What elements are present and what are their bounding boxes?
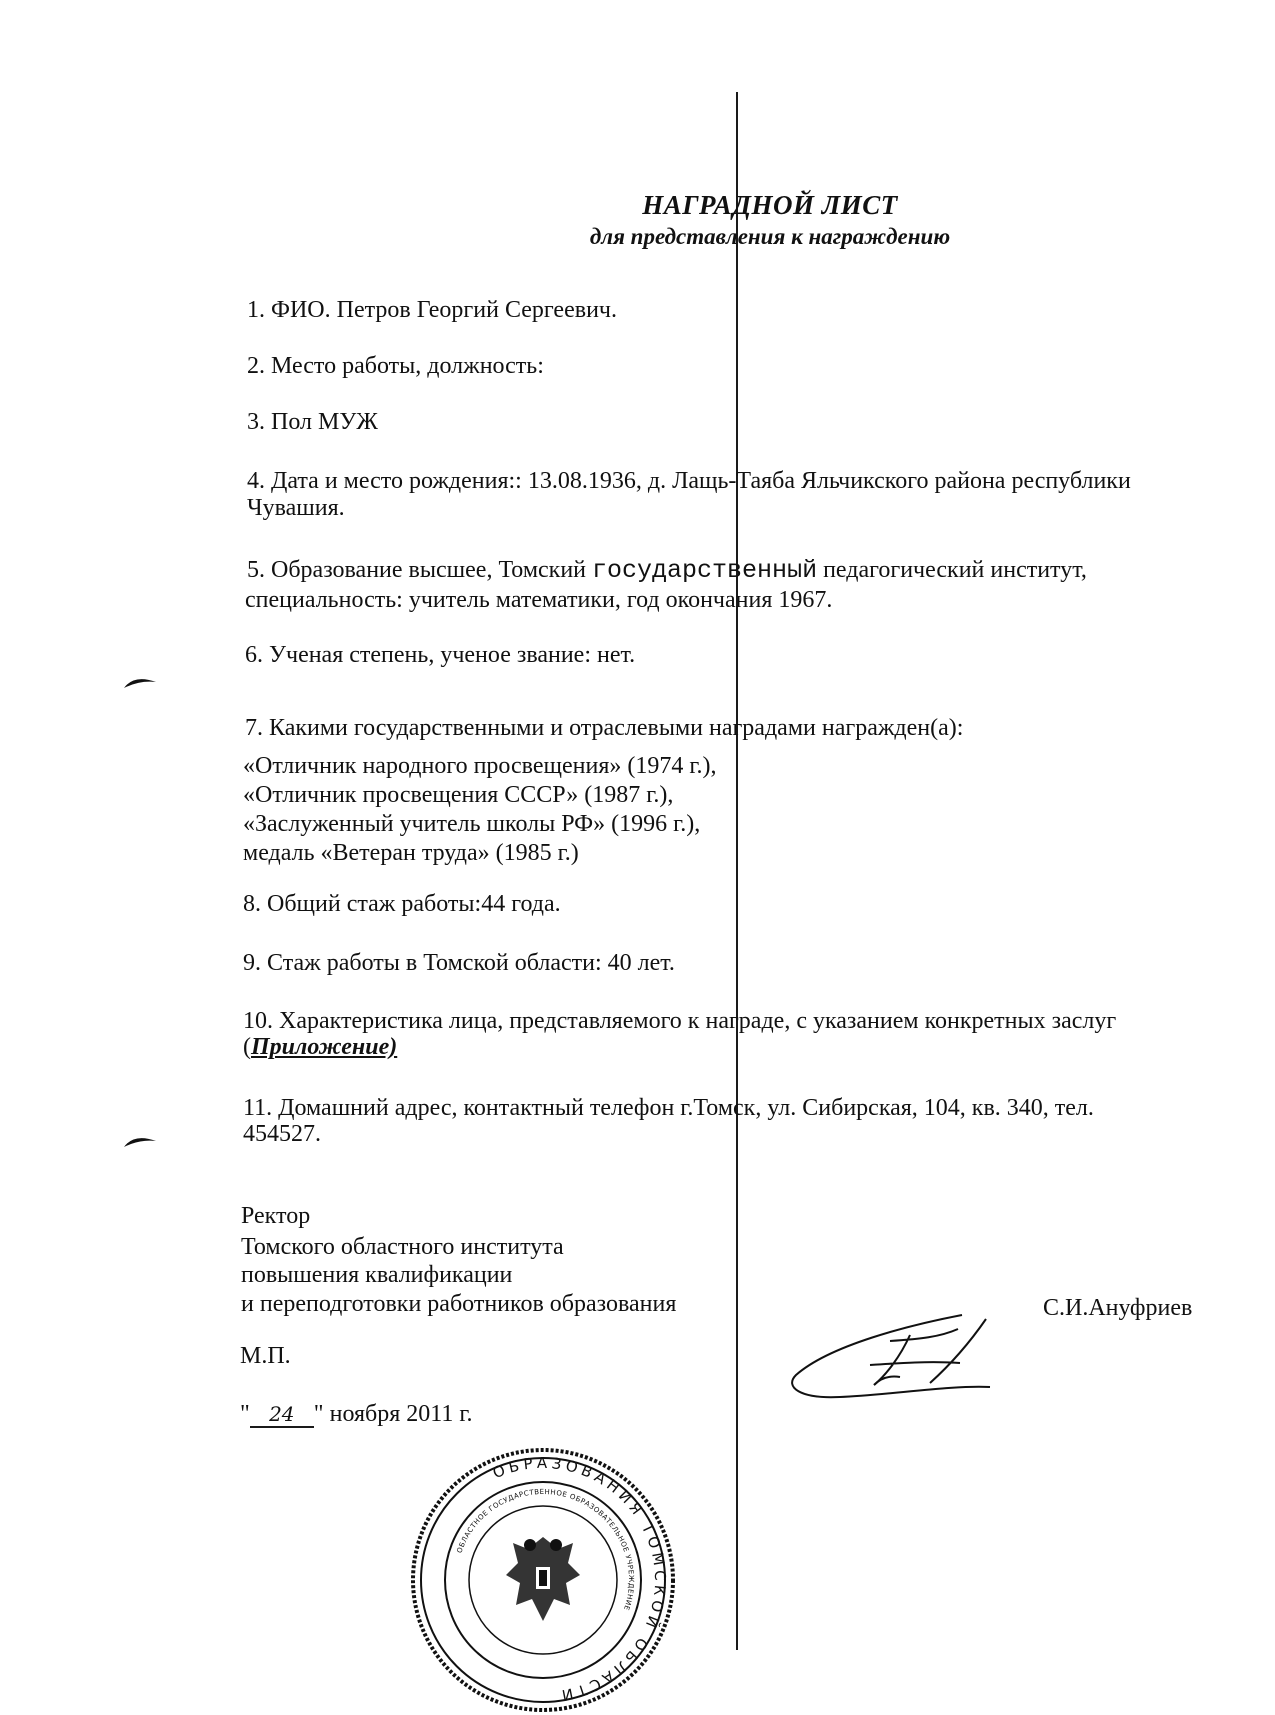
- item-full-name: 1. ФИО. Петров Георгий Сергеевич.: [247, 297, 617, 323]
- award-line: «Отличник просвещения СССР» (1987 г.),: [243, 782, 674, 808]
- item-address-line2: 454527.: [243, 1121, 321, 1147]
- punch-mark-icon: [122, 674, 158, 690]
- item-regional-experience: 9. Стаж работы в Томской области: 40 лет.: [243, 950, 675, 976]
- award-line: медаль «Ветеран труда» (1985 г.): [243, 840, 579, 866]
- item-awards-heading: 7. Какими государственными и отраслевыми наградами награжден(а):: [245, 715, 964, 741]
- fold-line: [736, 92, 738, 1650]
- document-date: [240, 1400, 473, 1428]
- date-quote: ": [240, 1401, 250, 1427]
- seal-outer-text: ОБРАЗОВАНИЯ ТОМСКОЙ ОБЛАСТИ: [490, 1453, 670, 1706]
- item-total-experience: 8. Общий стаж работы:44 года.: [243, 891, 561, 917]
- item-birth-line2: Чувашия.: [247, 495, 345, 521]
- characteristic-paren: (: [243, 1034, 251, 1060]
- award-line: «Отличник народного просвещения» (1974 г.),: [243, 753, 717, 779]
- item-gender: 3. Пол МУЖ: [247, 409, 378, 435]
- education-text-c: педагогический институт,: [817, 557, 1087, 583]
- signatory-position-line: и переподготовки работников образования: [241, 1291, 677, 1317]
- signatory-position-line: Томского областного института: [241, 1234, 564, 1260]
- document-title: НАГРАДНОЙ ЛИСТ: [642, 190, 898, 220]
- punch-mark-icon: [122, 1133, 158, 1149]
- item-characteristic-line2: [243, 1033, 397, 1061]
- signatory-position-line: Ректор: [241, 1203, 311, 1229]
- award-line: «Заслуженный учитель школы РФ» (1996 г.),: [243, 811, 701, 837]
- item-education-line2: специальность: учитель математики, год окончания 1967.: [245, 587, 833, 613]
- item-workplace: 2. Место работы, должность:: [247, 353, 544, 379]
- item-birth-line1: 4. Дата и место рождения:: 13.08.1936, д. Лащь-Таяба Яльчикского района республики: [247, 468, 1131, 494]
- official-seal-icon: [408, 1445, 678, 1715]
- handwritten-signature-icon: [790, 1305, 1000, 1415]
- document-subtitle: для представления к награждению: [589, 224, 951, 249]
- signatory-position-line: повышения квалификации: [241, 1262, 513, 1288]
- education-text-a: 5. Образование высшее, Томский: [247, 557, 593, 583]
- signatory-name: С.И.Ануфриев: [1043, 1295, 1193, 1321]
- education-text-b: государственный: [592, 556, 818, 585]
- item-characteristic-line1: 10. Характеристика лица, представляемого к награде, с указанием конкретных заслуг: [243, 1008, 1117, 1034]
- seal-inner-text: ОБЛАСТНОЕ ГОСУДАРСТВЕННОЕ ОБРАЗОВАТЕЛЬНОЕ УЧРЕЖДЕНИЕ: [455, 1487, 636, 1612]
- item-degree: 6. Ученая степень, ученое звание: нет.: [245, 642, 636, 668]
- item-address-line1: 11. Домашний адрес, контактный телефон г.Томск, ул. Сибирская, 104, кв. 340, тел.: [243, 1095, 1094, 1121]
- date-day: 24: [250, 1402, 314, 1428]
- appendix-link[interactable]: Приложение): [251, 1034, 398, 1060]
- item-education-line1: [247, 556, 1087, 585]
- date-month-year: " ноября 2011 г.: [313, 1401, 473, 1427]
- seal-place-label: М.П.: [240, 1343, 291, 1369]
